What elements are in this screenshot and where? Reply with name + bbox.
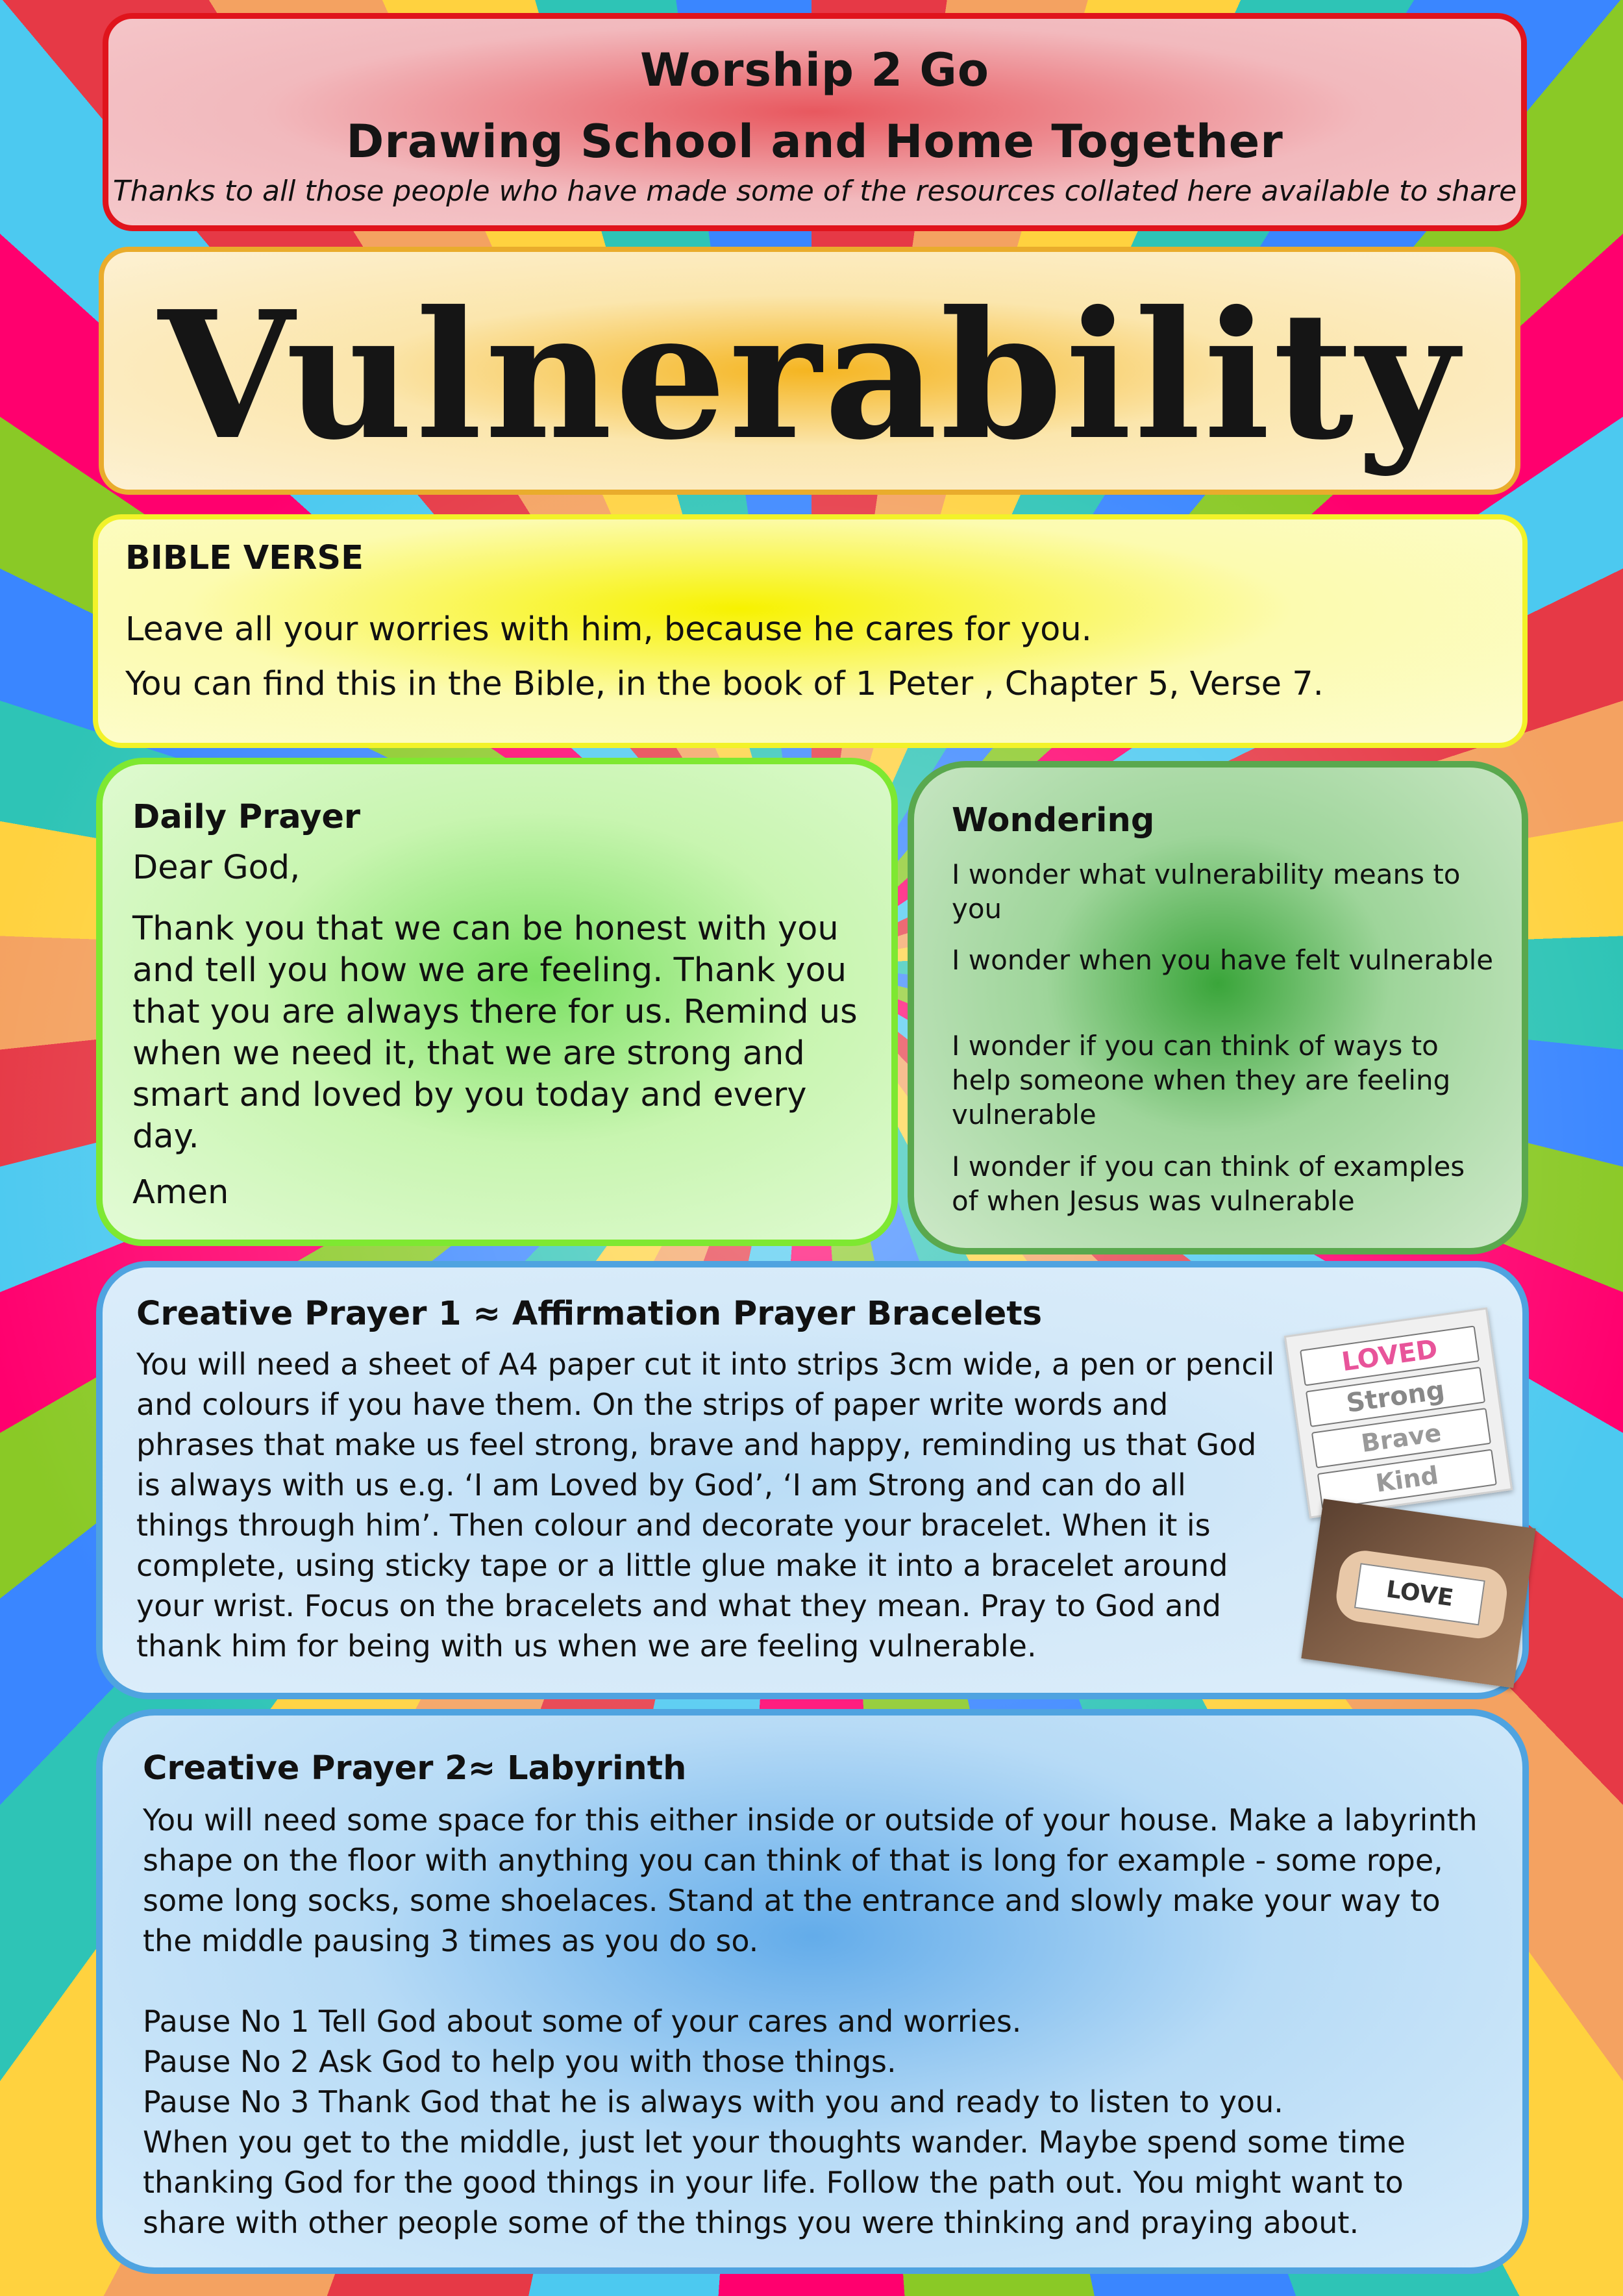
bracelet-strips-image (1284, 1307, 1513, 1518)
wondering-question: I wonder if you can think of ways to help someone when they are feeling vulnerable (952, 1030, 1451, 1130)
wondering-question: I wonder what vulnerability means to you (952, 858, 1461, 925)
creative-prayer-2-heading: Creative Prayer 2≈ Labyrinth (143, 1749, 687, 1788)
page-title: Vulnerability (158, 272, 1461, 479)
daily-prayer-heading: Daily Prayer (132, 798, 361, 836)
header-title: Worship 2 Go (640, 44, 989, 97)
creative-prayer-2-body (143, 1800, 1493, 2243)
bible-verse-box (93, 514, 1528, 748)
creative-prayer-1-body: You will need a sheet of A4 paper cut it into strips 3cm wide, a pen or pencil and colours if you have them. On the strips of paper write words and phrases that make us feel strong, brave and happy, reminding us that God is always with us e.g. ‘I am Loved by God’, ‘I am Strong and can do all things through him’. Then colour and decorate your bracelet. When it is complete, using sticky tape or a little glue make it into a bracelet around your wrist. Focus on the bracelets and what they mean. Pray to God and thank him for being with us when we are feeling vulnerable. (136, 1347, 1275, 1664)
bracelet-word: Strong (1306, 1367, 1485, 1427)
daily-prayer-closing: Amen (132, 1173, 229, 1212)
labyrinth-pause: Pause No 3 Thank God that he is always with you and ready to listen to you. (143, 2084, 1283, 2119)
wondering-question: I wonder when you have felt vulnerable (952, 944, 1494, 976)
wondering-heading: Wondering (952, 801, 1155, 840)
labyrinth-intro: You will need some space for this either inside or outside of your house. Make a labyrinth shape on the floor with anything you can think of that is long for example - some rope, some long socks, some shoelaces. Stand at the entrance and slowly make your way to the middle pausing 3 times as you do so. (143, 1803, 1478, 1958)
title-banner (99, 247, 1520, 495)
bible-verse-heading: BIBLE VERSE (125, 539, 364, 577)
wondering-box (908, 761, 1528, 1254)
wrist-bracelet-word: LOVE (1354, 1563, 1485, 1625)
header-thanks: Thanks to all those people who have made some of the resources collated here available to share (112, 175, 1517, 208)
wrist-bracelet-photo (1301, 1499, 1535, 1688)
bible-verse-text: Leave all your worries with him, because he cares for you. (125, 610, 1092, 649)
bible-verse-reference: You can find this in the Bible, in the book of 1 Peter , Chapter 5, Verse 7. (125, 665, 1324, 703)
bracelet-word: Kind (1317, 1449, 1497, 1509)
wondering-question: I wonder if you can think of examples of when Jesus was vulnerable (952, 1151, 1465, 1217)
labyrinth-ending: When you get to the middle, just let your thoughts wander. Maybe spend some time thanking God for the good things in your life. Follow the path out. You might want to share with other people some of the things you were thinking and praying about. (143, 2125, 1406, 2240)
creative-prayer-1-box (96, 1261, 1529, 1699)
daily-prayer-body: Thank you that we can be honest with you and tell you how we are feeling. Thank you that you are always there for us. Remind us when we need it, that we are strong and smart and loved by you today and every day. (132, 910, 858, 1156)
creative-prayer-1-heading: Creative Prayer 1 ≈ Affirmation Prayer Bracelets (136, 1295, 1043, 1333)
daily-prayer-greeting: Dear God, (132, 849, 301, 887)
daily-prayer-box (96, 758, 898, 1246)
bracelet-word: LOVED (1300, 1325, 1480, 1386)
labyrinth-pause: Pause No 2 Ask God to help you with those things. (143, 2044, 897, 2079)
labyrinth-pause: Pause No 1 Tell God about some of your cares and worries. (143, 2004, 1022, 2039)
header-banner (103, 13, 1527, 231)
creative-prayer-2-box (96, 1709, 1529, 2274)
header-subtitle: Drawing School and Home Together (346, 115, 1283, 168)
bracelet-word: Brave (1311, 1408, 1491, 1468)
